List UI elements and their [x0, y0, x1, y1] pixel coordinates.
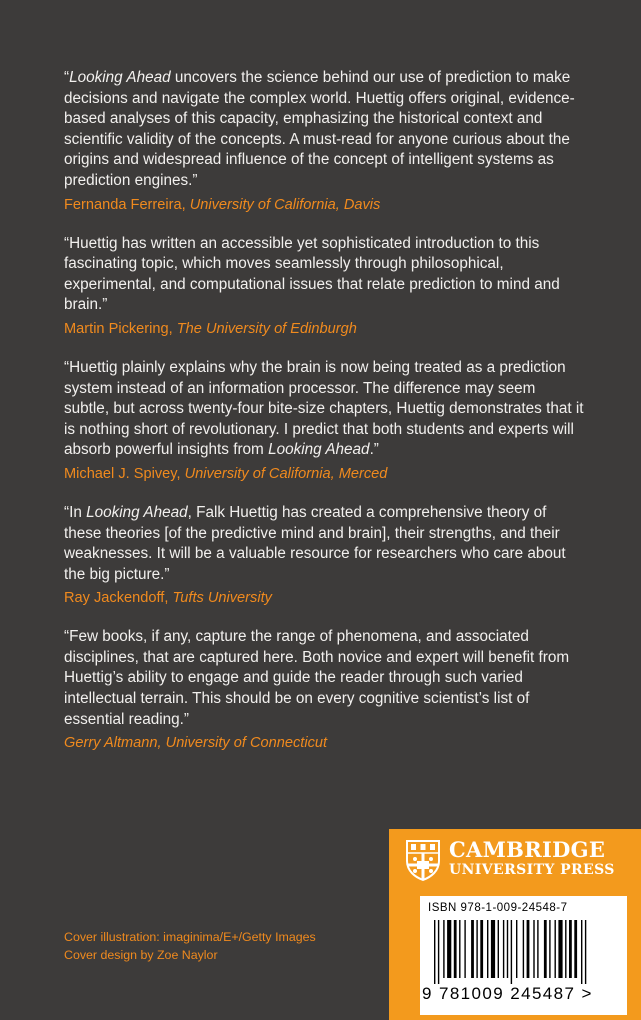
reviewer-affiliation: University of California, Merced: [184, 465, 388, 482]
barcode-bar: [454, 920, 457, 978]
barcode-bar: [434, 920, 435, 984]
reviewer-affiliation: University of Connecticut: [165, 735, 328, 752]
barcode-bar: [581, 920, 582, 984]
reviewer-affiliation: Tufts University: [172, 590, 272, 607]
barcode: [428, 920, 618, 984]
publisher-logo: [405, 839, 615, 881]
design-credit: Cover design by Zoe Naylor: [64, 947, 218, 962]
publisher-line2: UNIVERSITY PRESS: [449, 862, 615, 878]
review-quotes: [64, 68, 584, 753]
reviewer: [64, 733, 584, 753]
reviewer: [64, 195, 584, 215]
reviewer: [64, 319, 584, 339]
barcode-bar: [447, 920, 451, 978]
cambridge-shield-icon: [405, 839, 441, 881]
reviewer-affiliation: The University of Edinburgh: [176, 320, 357, 337]
barcode-bar: [558, 920, 562, 978]
barcode-panel: [420, 896, 627, 1015]
barcode-bar: [565, 920, 566, 978]
barcode-bar: [498, 920, 499, 978]
barcode-bar: [487, 920, 488, 978]
barcode-bar: [476, 920, 477, 978]
publisher-name: [449, 837, 615, 880]
barcode-bar: [549, 920, 550, 978]
barcode-bar: [511, 920, 512, 984]
reviewer-name: Gerry Altmann,: [64, 735, 162, 752]
reviewer: [64, 588, 584, 608]
publisher-line1: CAMBRIDGE: [449, 837, 606, 862]
reviewer-name: Michael J. Spivey,: [64, 465, 181, 482]
reviewer-name: Martin Pickering,: [64, 320, 173, 337]
reviewer-name: Ray Jackendoff,: [64, 590, 169, 607]
barcode-bar: [574, 920, 577, 978]
barcode-bar: [443, 920, 444, 978]
barcode-bar: [533, 920, 534, 978]
review-text: “In Looking Ahead, Falk Huettig has created a comprehensive theory of these theories [of the predictive mind and brain], their strengths, and their weaknesses. It will be a valuable resource for researchers who care about the big picture.”: [64, 503, 566, 583]
review-text: “Huettig has written an accessible yet sophisticated introduction to this fascinating topic, which moves seamlessly through philosophical, experimental, and computational issues that relate prediction to mind and brain.”: [64, 234, 560, 314]
barcode-bar: [569, 920, 572, 978]
reviewer: [64, 464, 584, 484]
review-text: “Looking Ahead uncovers the science behind our use of prediction to make decisions and navigate the complex world. Huettig offers original, evidence-based analyses of this capacity, emphasizing the historical context and scientific validity of the concepts. A must-read for anyone curious about the origins and widespread influence of the concept of intelligent systems as prediction engines.”: [64, 69, 575, 189]
illustration-credit: Cover illustration: imaginima/E+/Getty Images: [64, 930, 316, 944]
barcode-bar: [459, 920, 460, 978]
barcode-bar: [438, 920, 439, 984]
barcode-bar: [480, 920, 483, 978]
cover-credits: [64, 929, 316, 964]
review-3: [64, 358, 584, 484]
barcode-bar: [555, 920, 556, 978]
barcode-bar: [507, 920, 508, 978]
barcode-bar: [544, 920, 547, 978]
barcode-bar: [491, 920, 495, 978]
barcode-digits: 9 781009 245487 >: [422, 984, 593, 1003]
barcode-bar: [464, 920, 465, 978]
barcode-bar: [527, 920, 530, 978]
barcode-bar: [537, 920, 538, 978]
barcode-bar: [503, 920, 504, 978]
publisher-block: [389, 829, 641, 1020]
review-2: [64, 234, 584, 339]
review-text: “Few books, if any, capture the range of phenomena, and associated disciplines, that are captured here. Both novice and expert will benefit from Huettig’s ability to engage and guide the reader through such varied intellectual terrain. This should be on every cognitive scientist’s list of essential reading.”: [64, 628, 570, 728]
reviewer-affiliation: University of California, Davis: [189, 196, 381, 213]
review-5: [64, 627, 584, 753]
review-1: [64, 68, 584, 215]
reviewer-name: Fernanda Ferreira,: [64, 196, 186, 213]
barcode-bar: [516, 920, 517, 978]
isbn-label: ISBN 978-1-009-24548-7: [428, 902, 568, 914]
barcode-bar: [523, 920, 524, 978]
review-4: [64, 503, 584, 608]
barcode-bar: [585, 920, 586, 984]
barcode-bar: [471, 920, 474, 978]
review-text: “Huettig plainly explains why the brain is now being treated as a prediction system instead of an information processor. The difference may seem subtle, but across twenty-four bite-size chapters, Huettig demonstrates that it is nothing short of revolutionary. I predict that both students and experts will absorb powerful insights from Looking Ahead.”: [64, 358, 584, 459]
